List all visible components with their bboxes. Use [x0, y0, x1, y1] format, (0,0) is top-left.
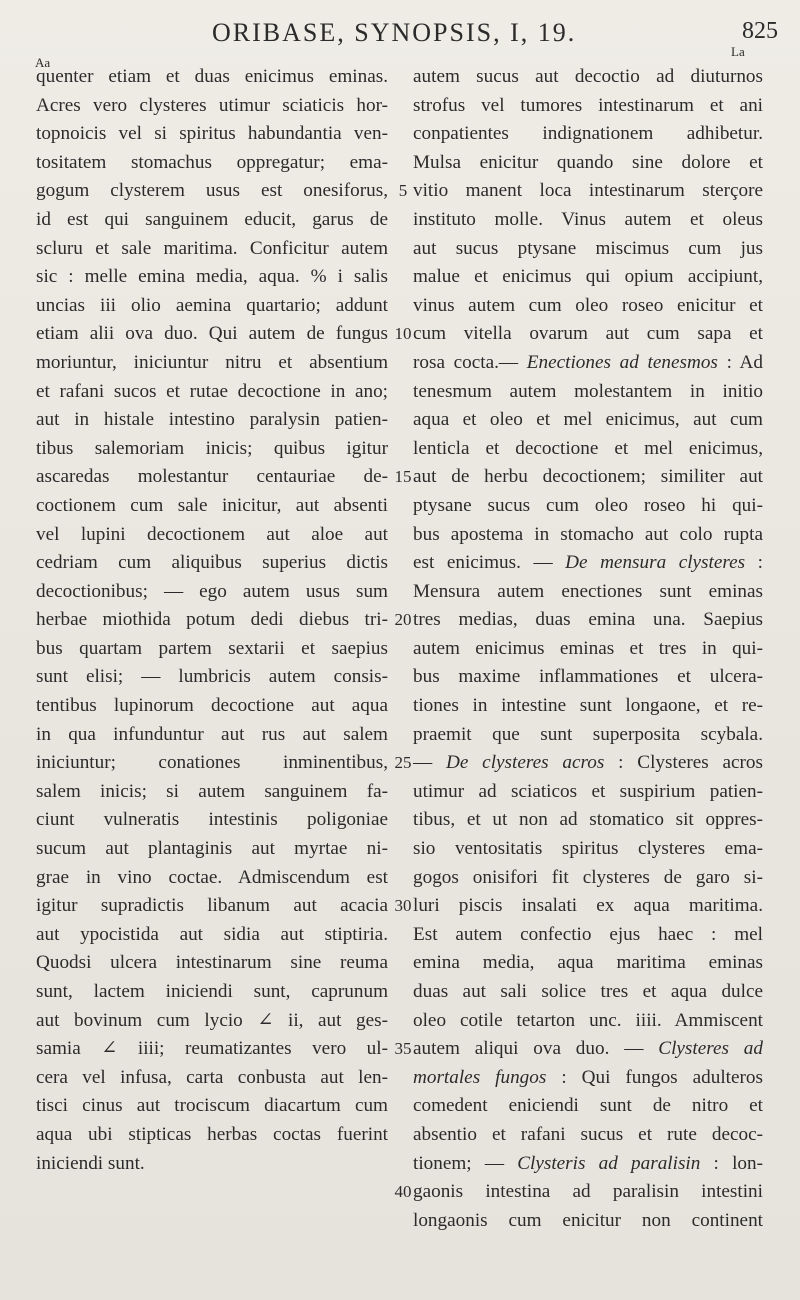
left-text-line: sunt elisi; — lumbricis autem consis-: [36, 666, 388, 688]
right-text-line: [413, 692, 763, 721]
right-text-line: [413, 292, 763, 321]
page-header: [0, 18, 800, 52]
left-text-line: uncias iii olio aemina quartario; addunt: [36, 294, 388, 316]
line-text: autem enicimus eminas et tres in qui-: [413, 637, 763, 659]
right-text-line: [413, 1121, 763, 1150]
line-text: vitio manent loca intestinarum sterçore: [413, 180, 763, 202]
line-text: : Ad: [717, 351, 763, 373]
line-text: duas aut sali solice tres et aqua dulce: [413, 981, 763, 1002]
line-text: tenesmum autem molestantem in initio: [413, 380, 763, 402]
right-text-line: [413, 1035, 763, 1064]
right-text-line: [413, 721, 763, 750]
left-text-line: cera vel infusa, carta conbusta aut len-: [36, 1066, 388, 1088]
right-text-line: [413, 120, 763, 149]
left-text-line: samia ∠ iiii; reumatizantes vero ul-: [36, 1038, 388, 1060]
line-text: Est autem confectio ejus haec : mel: [413, 923, 763, 945]
right-text-line: [413, 1207, 763, 1236]
left-text-line: cedriam cum aliquibus superius dictis: [36, 552, 388, 574]
line-text: tres medias, duas emina una. Saepius: [413, 609, 763, 631]
right-text-line: [413, 749, 763, 778]
left-text-line: ascaredas molestantur centauriae de-: [36, 466, 388, 488]
line-text: emina media, aqua maritima eminas: [413, 952, 763, 974]
left-text-line: topnoicis vel si spiritus habundantia ven-: [36, 123, 388, 145]
line-text: rosa cocta.—: [413, 351, 527, 373]
line-text: : Clysteres acros: [604, 752, 763, 774]
left-text-line: Acres vero clysteres utimur sciaticis hor-: [36, 94, 388, 116]
left-column: [36, 63, 388, 1178]
line-text: conpatientes indignationem adhibetur.: [413, 123, 763, 145]
line-number: 40: [394, 1182, 412, 1202]
line-text: gaonis intestina ad paralisin intestini: [413, 1181, 763, 1203]
right-text-line: [413, 263, 763, 292]
section-heading: De mensura clysteres: [565, 552, 746, 574]
page-number: 825: [742, 18, 778, 44]
right-text-line: [413, 177, 763, 206]
left-text-line: iniciuntur; conationes inminentibus,: [36, 752, 388, 774]
right-text-line: [413, 978, 763, 1007]
left-text-line: ciunt vulneratis intestinis poligoniae: [36, 809, 388, 831]
right-text-line: [413, 806, 763, 835]
line-text: aut de herbu decoctionem; similiter aut: [413, 466, 763, 488]
line-text: : Qui fungos adulteros: [546, 1066, 763, 1088]
line-number: 5: [398, 181, 408, 201]
left-text-line: coctionem cum sale inicitur, aut absenti: [36, 494, 388, 516]
right-text-line: [413, 320, 763, 349]
line-text: autem sucus aut decoctio ad diuturnos: [413, 66, 763, 87]
line-text: cum vitella ovarum aut cum sapa et: [413, 323, 763, 345]
left-text-line: et rafani sucos et rutae decoctione in ano;: [36, 380, 388, 402]
line-text: autem aliqui ova duo. —: [413, 1038, 659, 1060]
right-text-line: [413, 635, 763, 664]
line-text: —: [413, 752, 446, 774]
section-heading: Enectiones ad tenesmos: [526, 351, 718, 373]
left-text-line: decoctionibus; — ego autem usus sum: [36, 580, 388, 602]
left-text-line: moriuntur, iniciuntur nitru et absentium: [36, 351, 388, 373]
line-text: malue et enicimus qui opium accipiunt,: [413, 266, 763, 288]
line-text: : lon-: [700, 1152, 763, 1174]
right-text-line: [413, 92, 763, 121]
left-text-line: Quodsi ulcera intestinarum sine reuma: [36, 952, 388, 974]
right-text-line: [413, 463, 763, 492]
left-text-line: sunt, lactem iniciendi sunt, caprunum: [36, 981, 388, 1002]
right-text-line: [413, 921, 763, 950]
line-number: 30: [394, 896, 412, 916]
line-number: 25: [394, 753, 412, 773]
section-heading: Clysteris ad paralisin: [517, 1152, 701, 1174]
line-text: bus maxime inflammationes et ulcera-: [413, 666, 763, 688]
left-text-line: bus quartam partem sextarii et saepius: [36, 637, 388, 659]
line-text: instituto molle. Vinus autem et oleus: [413, 208, 763, 230]
line-text: absentio et rafani sucus et rute decoc-: [413, 1123, 763, 1145]
right-text-line: [413, 864, 763, 893]
line-text: gogos onisifori fit clysteres de garo si-: [413, 866, 763, 888]
left-text-line: iniciendi sunt.: [36, 1152, 145, 1174]
section-heading: mortales fungos: [413, 1066, 547, 1088]
right-text-line: [413, 578, 763, 607]
right-text-line: [413, 1178, 763, 1207]
left-text-line: sic : melle emina media, aqua. % i salis: [36, 266, 388, 288]
line-text: sio ventositatis spiritus clysteres ema-: [413, 838, 763, 860]
right-text-line: [413, 492, 763, 521]
right-text-line: [413, 778, 763, 807]
right-text-line: [413, 378, 763, 407]
left-text-line: tentibus lupinorum decoctione aut aqua: [36, 695, 388, 717]
left-text-line: quenter etiam et duas enicimus eminas.: [36, 66, 388, 87]
line-text: oleo cotile tetarton unc. iiii. Ammiscent: [413, 1009, 763, 1031]
left-text-line: scluru et sale maritima. Conficitur autem: [36, 237, 388, 259]
left-text-line: aut bovinum cum lycio ∠ ii, aut ges-: [36, 1009, 388, 1031]
right-column: [413, 63, 763, 1235]
left-text-line: sucum aut plantaginis aut myrtae ni-: [36, 838, 388, 860]
line-text: praemit que sunt superposita scybala.: [413, 723, 763, 745]
left-text-line: salem inicis; si autem sanguinem fa-: [36, 780, 388, 802]
signature-mark-right: La: [731, 44, 745, 59]
line-text: tiones in intestine sunt longaone, et re-: [413, 695, 763, 717]
left-text-line: etiam alii ova duo. Qui autem de fungus: [36, 323, 388, 345]
line-text: ptysane sucus cum oleo roseo hi qui-: [413, 494, 763, 516]
line-text: tibus, et ut non ad stomatico sit oppres-: [413, 809, 763, 831]
right-text-line: [413, 1064, 763, 1093]
section-heading: Clysteres ad: [658, 1038, 763, 1060]
line-text: Mulsa enicitur quando sine dolore et: [413, 151, 763, 173]
right-text-line: [413, 606, 763, 635]
right-text-line: [413, 63, 763, 92]
right-text-line: [413, 1007, 763, 1036]
section-heading: De clysteres acros: [446, 752, 605, 774]
line-text: luri piscis insalati ex aqua maritima.: [413, 895, 763, 917]
left-text-line: gogum clysterem usus est onesiforus,: [36, 180, 388, 202]
right-text-line: [413, 835, 763, 864]
right-text-line: [413, 892, 763, 921]
running-head: ORIBASE, SYNOPSIS, I, 19.: [212, 18, 577, 47]
line-text: vinus autem cum oleo roseo enicitur et: [413, 294, 763, 316]
left-text-line: aut ypocistida aut sidia aut stiptiria.: [36, 923, 388, 945]
left-text-line: aut in histale intestino paralysin patien-: [36, 409, 388, 431]
right-text-line: [413, 663, 763, 692]
line-text: utimur ad sciaticos et suspirium patien-: [413, 780, 763, 802]
right-text-line: [413, 149, 763, 178]
left-text-line: igitur supradictis libanum aut acacia: [36, 895, 388, 917]
left-text-line: id est qui sanguinem educit, garus de: [36, 208, 388, 230]
line-number: 10: [394, 324, 412, 344]
right-text-line: [413, 349, 763, 378]
left-text-line: herbae miothida potum dedi diebus tri-: [36, 609, 388, 631]
left-text-line: vel lupini decoctionem aut aloe aut: [36, 523, 388, 545]
line-number: 15: [394, 467, 412, 487]
right-text-line: [413, 521, 763, 550]
left-text-line: tisci cinus aut trociscum diacartum cum: [36, 1095, 388, 1117]
line-text: tionem; —: [413, 1152, 518, 1174]
left-text-line: tibus salemoriam inicis; quibus igitur: [36, 437, 388, 459]
line-text: aqua et oleo et mel enicimus, aut cum: [413, 409, 763, 431]
left-text-line: tositatem stomachus oppregatur; ema-: [36, 151, 388, 173]
right-text-line: [413, 435, 763, 464]
line-number: 35: [394, 1039, 412, 1059]
right-text-line: [413, 206, 763, 235]
line-text: lenticla et decoctione et mel enicimus,: [413, 437, 763, 459]
right-text-line: [413, 406, 763, 435]
line-text: longaonis cum enicitur non continent: [413, 1209, 763, 1231]
right-text-line: [413, 1092, 763, 1121]
line-text: Mensura autem enectiones sunt eminas: [413, 580, 763, 602]
line-text: bus apostema in stomacho aut colo rupta: [413, 523, 763, 545]
left-text-line: aqua ubi stipticas herbas coctas fuerint: [36, 1123, 388, 1145]
line-text: comedent eniciendi sunt de nitro et: [413, 1095, 763, 1117]
line-text: est enicimus. —: [413, 552, 566, 574]
signature-mark-left: Aa: [35, 55, 51, 70]
left-text-line: in qua infunduntur aut rus aut salem: [36, 723, 388, 745]
line-text: aut sucus ptysane miscimus cum jus: [413, 237, 763, 259]
line-text: :: [745, 552, 763, 574]
right-text-line: [413, 949, 763, 978]
right-text-line: [413, 235, 763, 264]
line-number: 20: [394, 610, 412, 630]
right-text-line: [413, 549, 763, 578]
left-text-line: grae in vino coctae. Admiscendum est: [36, 866, 388, 888]
right-text-line: [413, 1150, 763, 1179]
line-text: strofus vel tumores intestinarum et ani: [413, 94, 763, 116]
